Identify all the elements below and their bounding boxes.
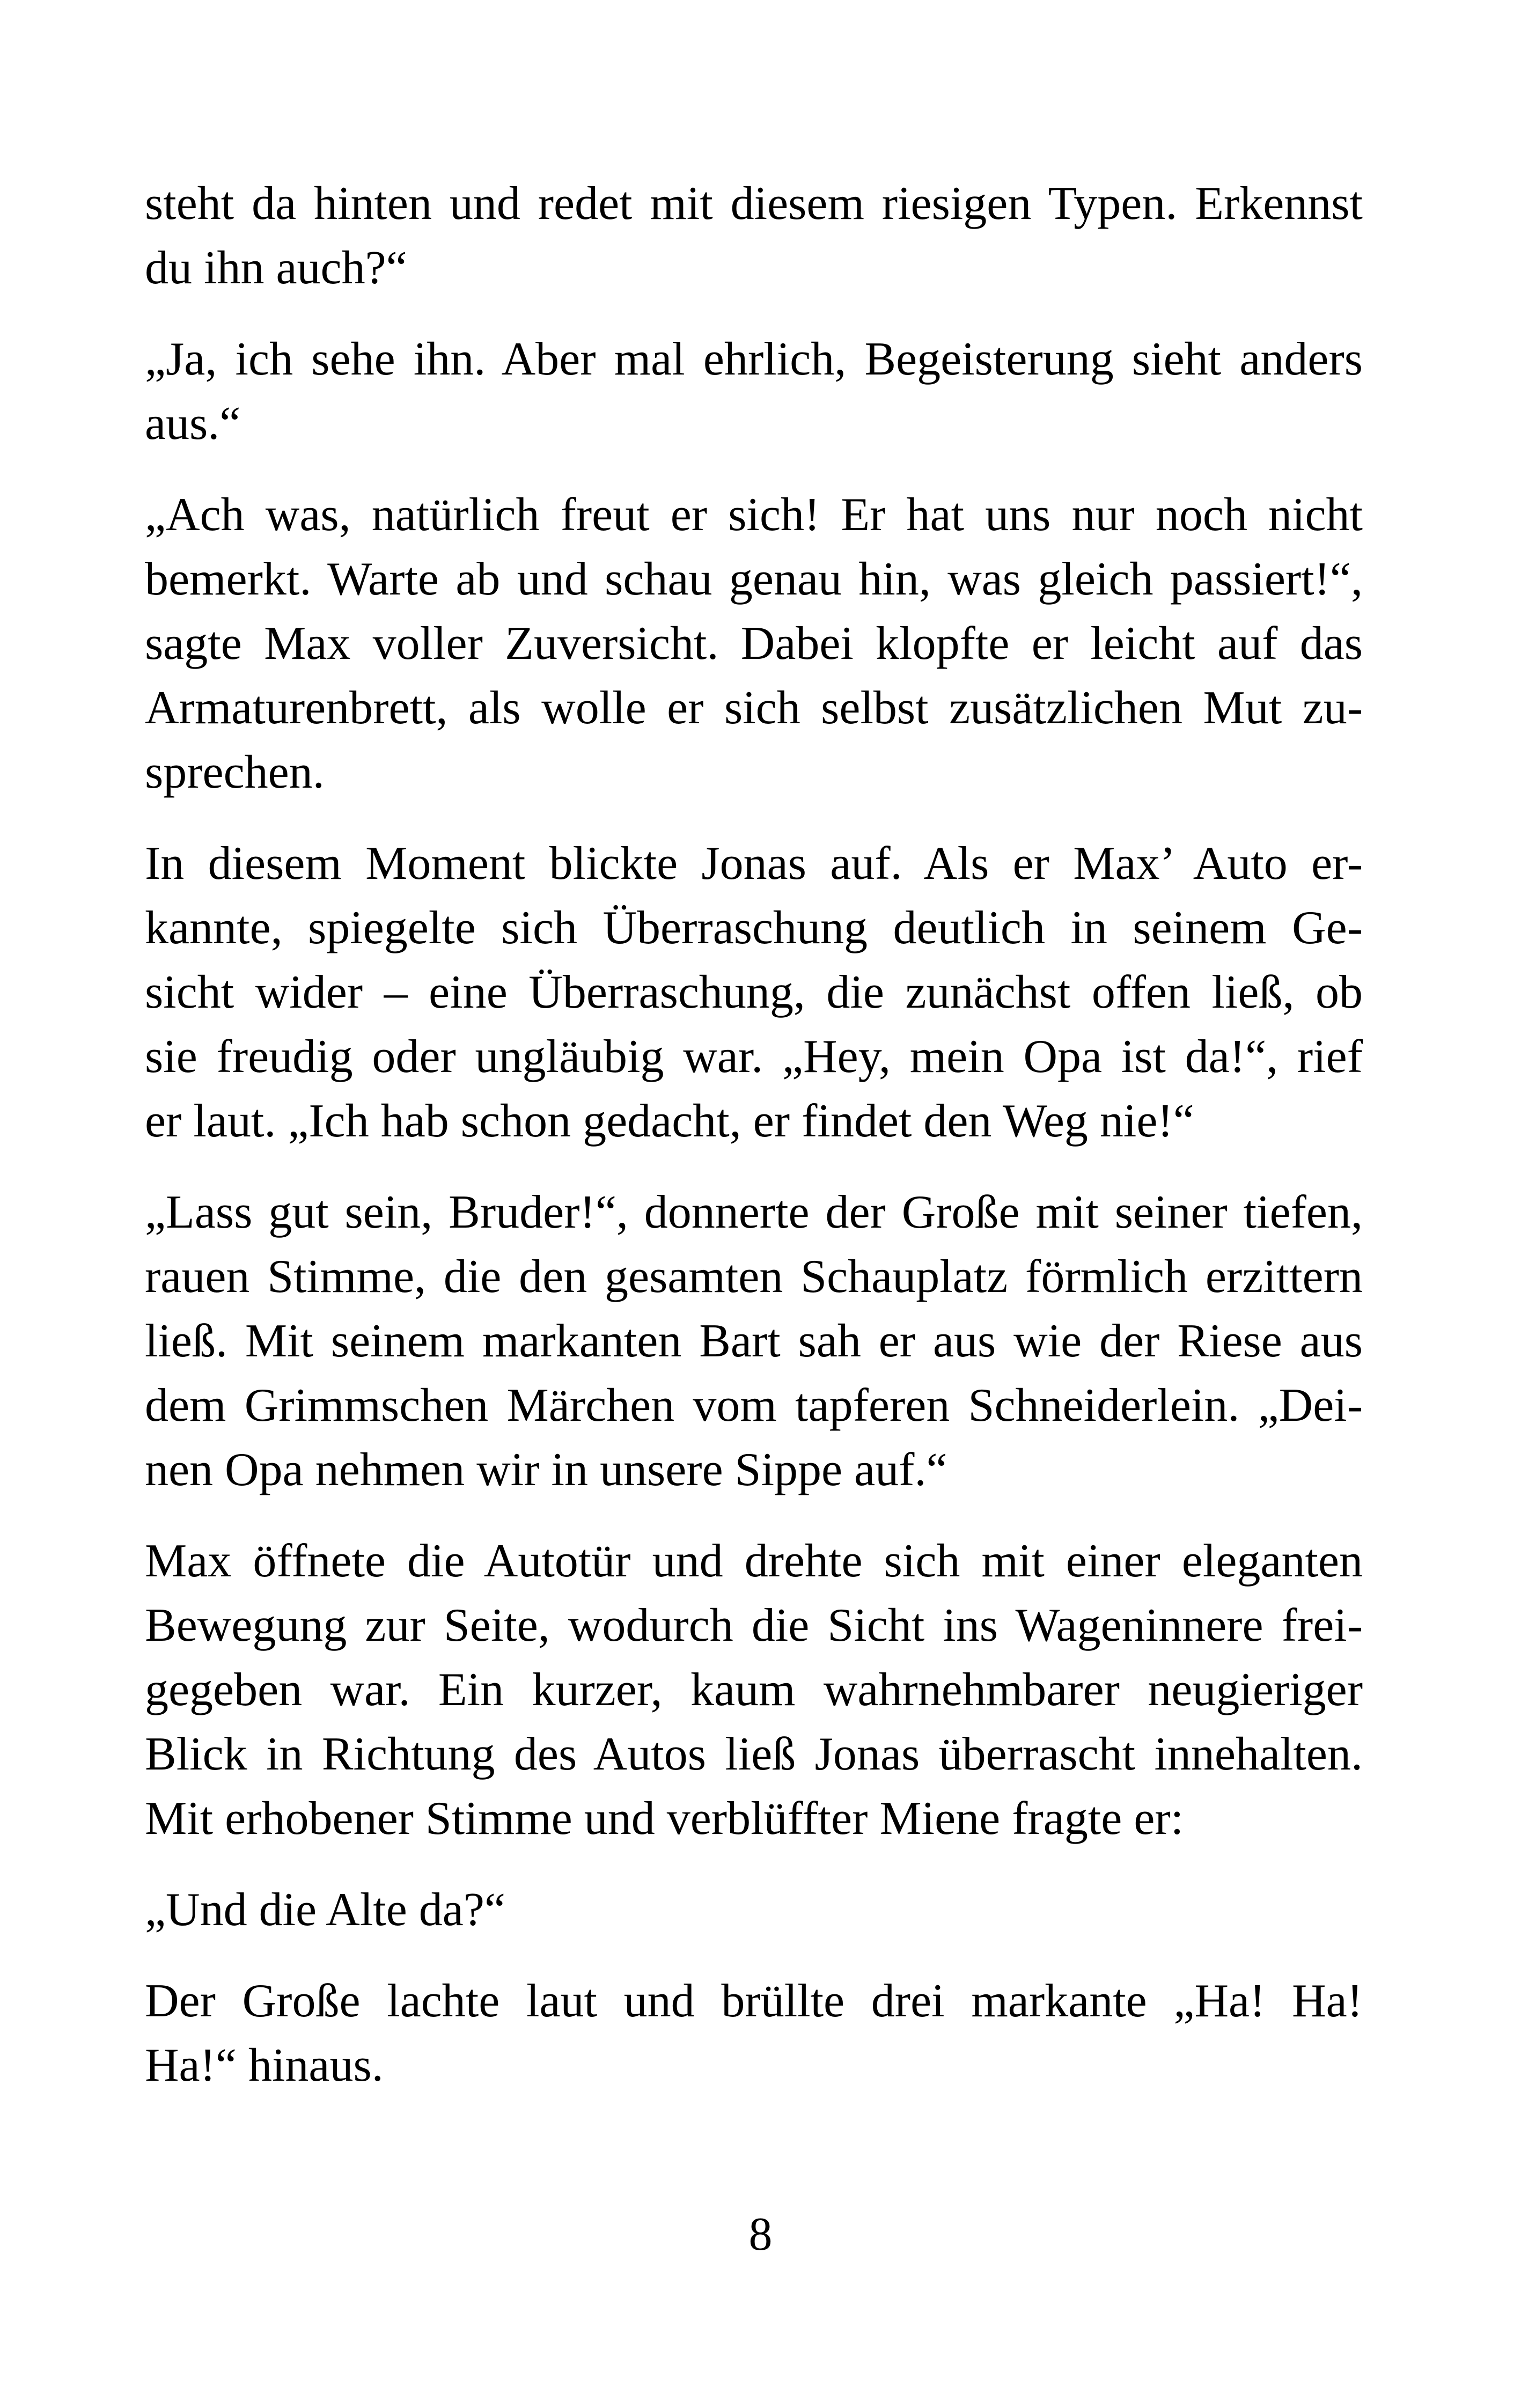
text-line: nen Opa nehmen wir in unsere Sippe auf.“ [145,1444,947,1496]
page-body [145,172,1363,2125]
text-line: „Ja, ich sehe ihn. Aber mal ehrlich, Begeisterung sieht anders [145,333,1363,385]
text-line: Max öffnete die Autotür und drehte sich mit einer eleganten [145,1535,1363,1587]
text-line: kannte, spiegelte sich Überraschung deutlich in seinem Ge- [145,902,1363,954]
paragraph-4 [145,832,1363,1154]
text-line: Ha!“ hinaus. [145,2039,384,2091]
paragraph-6 [145,1529,1363,1851]
text-line: sagte Max voller Zuversicht. Dabei klopfte er leicht auf das [145,618,1363,670]
text-line: du ihn auch?“ [145,242,407,294]
text-line: „Ach was, natürlich freut er sich! Er hat uns nur noch nicht [145,489,1363,541]
page-number: 8 [748,2208,773,2260]
text-line: sprechen. [145,746,325,798]
text-line: bemerkt. Warte ab und schau genau hin, was gleich passiert!“, [145,553,1363,605]
text-line: steht da hinten und redet mit diesem riesigen Typen. Erkennst [145,178,1363,230]
text-line: „Lass gut sein, Bruder!“, donnerte der Große mit seiner tiefen, [145,1186,1363,1238]
paragraph-5 [145,1180,1363,1502]
text-line: Armaturenbrett, als wolle er sich selbst zusätzlichen Mut zu- [145,682,1363,734]
text-line: Blick in Richtung des Autos ließ Jonas überrascht innehalten. [145,1728,1363,1780]
text-line: ließ. Mit seinem markanten Bart sah er aus wie der Riese aus [145,1315,1363,1367]
text-line: sie freudig oder ungläubig war. „Hey, mein Opa ist da!“, rief [145,1031,1363,1083]
paragraph-3 [145,483,1363,805]
text-line: Der Große lachte laut und brüllte drei markante „Ha! Ha! [145,1975,1363,2027]
text-line: dem Grimmschen Märchen vom tapferen Schneiderlein. „Dei- [145,1379,1363,1431]
text-line: gegeben war. Ein kurzer, kaum wahrnehmbarer neugieriger [145,1664,1363,1716]
text-line: Bewegung zur Seite, wodurch die Sicht ins Wageninnere frei- [145,1599,1363,1651]
paragraph-7 [145,1878,1363,1942]
text-line: sicht wider – eine Überraschung, die zunächst offen ließ, ob [145,966,1363,1018]
paragraph-1 [145,172,1363,300]
paragraph-2 [145,327,1363,456]
paragraph-8 [145,1969,1363,2098]
text-line: „Und die Alte da?“ [145,1884,505,1936]
text-line: In diesem Moment blickte Jonas auf. Als er Max’ Auto er- [145,838,1363,890]
text-line: aus.“ [145,398,241,450]
text-line: rauen Stimme, die den gesamten Schauplatz förmlich erzittern [145,1251,1363,1303]
text-line: Mit erhobener Stimme und verblüffter Miene fragte er: [145,1793,1184,1845]
text-line: er laut. „Ich hab schon gedacht, er findet den Weg nie!“ [145,1095,1194,1147]
